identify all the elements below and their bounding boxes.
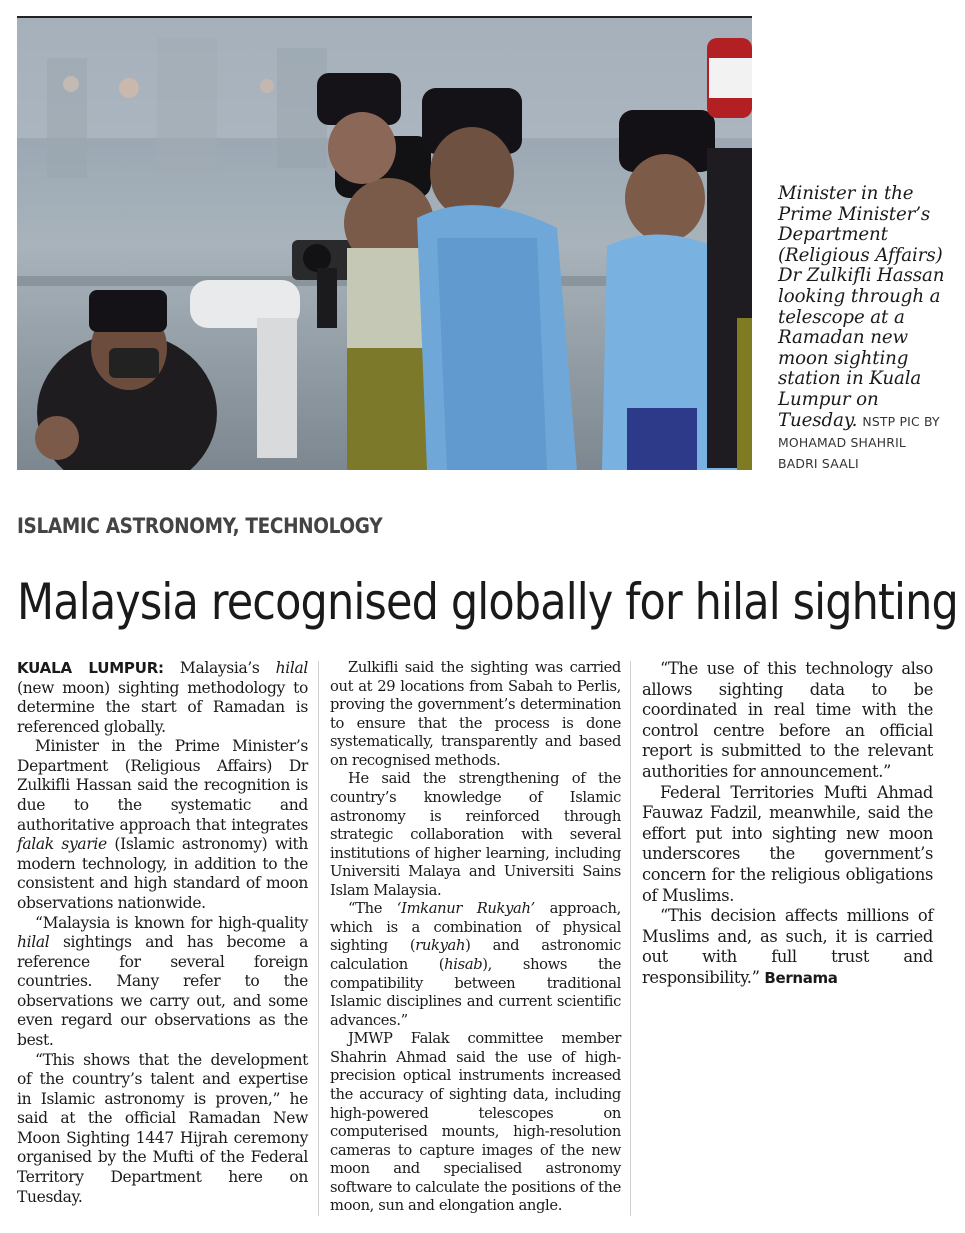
dateline: KUALA LUMPUR: <box>17 659 164 677</box>
text-run: sightings and has become a reference for several foreign countries. Many refer to the observations we carry out, and some even regard our observations as the best. <box>17 933 308 1049</box>
caption-text: Minister in the Prime Minister’s Department (Religious Affairs) Dr Zulkifli Hassan looking through a telescope at a Ramadan new moon sighting station in Kuala Lumpur on Tuesday. <box>778 183 945 431</box>
text-run: Minister in the Prime Minister’s Department (Religious Affairs) Dr Zulkifli Hassan said the recognition is due to the systematic and authoritative approach that integrates <box>17 737 308 834</box>
text-run: approach, which is a combination of physical sighting ( <box>330 900 621 955</box>
paragraph-7 <box>330 900 621 1030</box>
paragraph-4: “This shows that the development of the country’s talent and expertise in Islamic astronomy is proven,” he said at the official Ramadan New Moon Sighting 1447 Hijrah ceremony organised by the Mufti of the Federal Territory Department here on Tuesday. <box>17 1050 308 1206</box>
column-divider <box>318 661 319 1216</box>
text-run: Malaysia’s <box>163 659 276 677</box>
paragraph-11 <box>642 906 933 988</box>
article-column-3 <box>642 659 933 989</box>
article-column-1 <box>17 659 308 1207</box>
italic-run: ‘Imkanur Rukyah’ <box>396 900 535 918</box>
paragraph-5: Zulkifli said the sighting was carried out at 29 locations from Sabah to Perlis, proving the government’s determination to ensure that the process is done systematically, transparently and based on recognised methods. <box>330 659 621 769</box>
italic-run: hilal <box>275 659 308 677</box>
paragraph-1 <box>17 659 308 737</box>
article-column-2 <box>330 659 621 1216</box>
news-photo <box>17 18 752 470</box>
photo-caption <box>778 184 948 474</box>
italic-run: rukyah <box>415 937 466 955</box>
paragraph-8: JMWP Falak committee member Shahrin Ahmad said the use of high-precision optical instruments increased the accuracy of sighting data, including high-powered telescopes on computerised mounts, high-resolution cameras to capture images of the new moon and specialised astronomy software to calculate the positions of the moon, sun and elongation angle. <box>330 1030 621 1215</box>
text-run: “Malaysia is known for high-quality <box>35 913 308 932</box>
signoff: Bernama <box>764 968 838 987</box>
text-run: ), shows the compatibility between traditional Islamic disciplines and current scientific advances.” <box>330 956 621 1029</box>
section-kicker: ISLAMIC ASTRONOMY, TECHNOLOGY <box>17 514 383 538</box>
text-run: (new moon) sighting methodology to determine the start of Ramadan is referenced globally. <box>17 678 308 736</box>
italic-run: hisab <box>444 956 483 973</box>
paragraph-2 <box>17 737 308 913</box>
italic-run: hilal <box>17 933 50 952</box>
paragraph-6: He said the strengthening of the country’s knowledge of Islamic astronomy is reinforced through strategic collaboration with several institutions of higher learning, including Universiti Malaya and Universiti Sains Islam Malaysia. <box>330 770 621 899</box>
photo-of-moon-sighting-icon <box>17 18 752 470</box>
text-run: “This decision affects millions of Muslims and, as such, it is carried out with full trust and responsibility.” <box>642 906 933 987</box>
italic-run: falak syarie <box>17 835 107 854</box>
text-run: (Islamic astronomy) with modern technology, in addition to the consistent and high standard of moon observations nationwide. <box>17 835 308 912</box>
paragraph-10: Federal Territories Mufti Ahmad Fauwaz Fadzil, meanwhile, said the effort put into sighting new moon underscores the government’s concern for the religious obligations of Muslims. <box>642 782 933 905</box>
paragraph-9: “The use of this technology also allows sighting data to be coordinated in real time with the control centre before an official report is submitted to the relevant authorities for announcement.” <box>642 659 933 781</box>
photo-credit: NSTP PIC BY MOHAMAD SHAHRIL BADRI SAALI <box>778 413 940 471</box>
headline: Malaysia recognised globally for hilal sighting <box>17 573 958 631</box>
paragraph-3 <box>17 914 308 1051</box>
text-run: “The <box>348 900 397 918</box>
text-run: ) and astronomic calculation ( <box>330 937 621 973</box>
column-divider <box>630 661 631 1216</box>
